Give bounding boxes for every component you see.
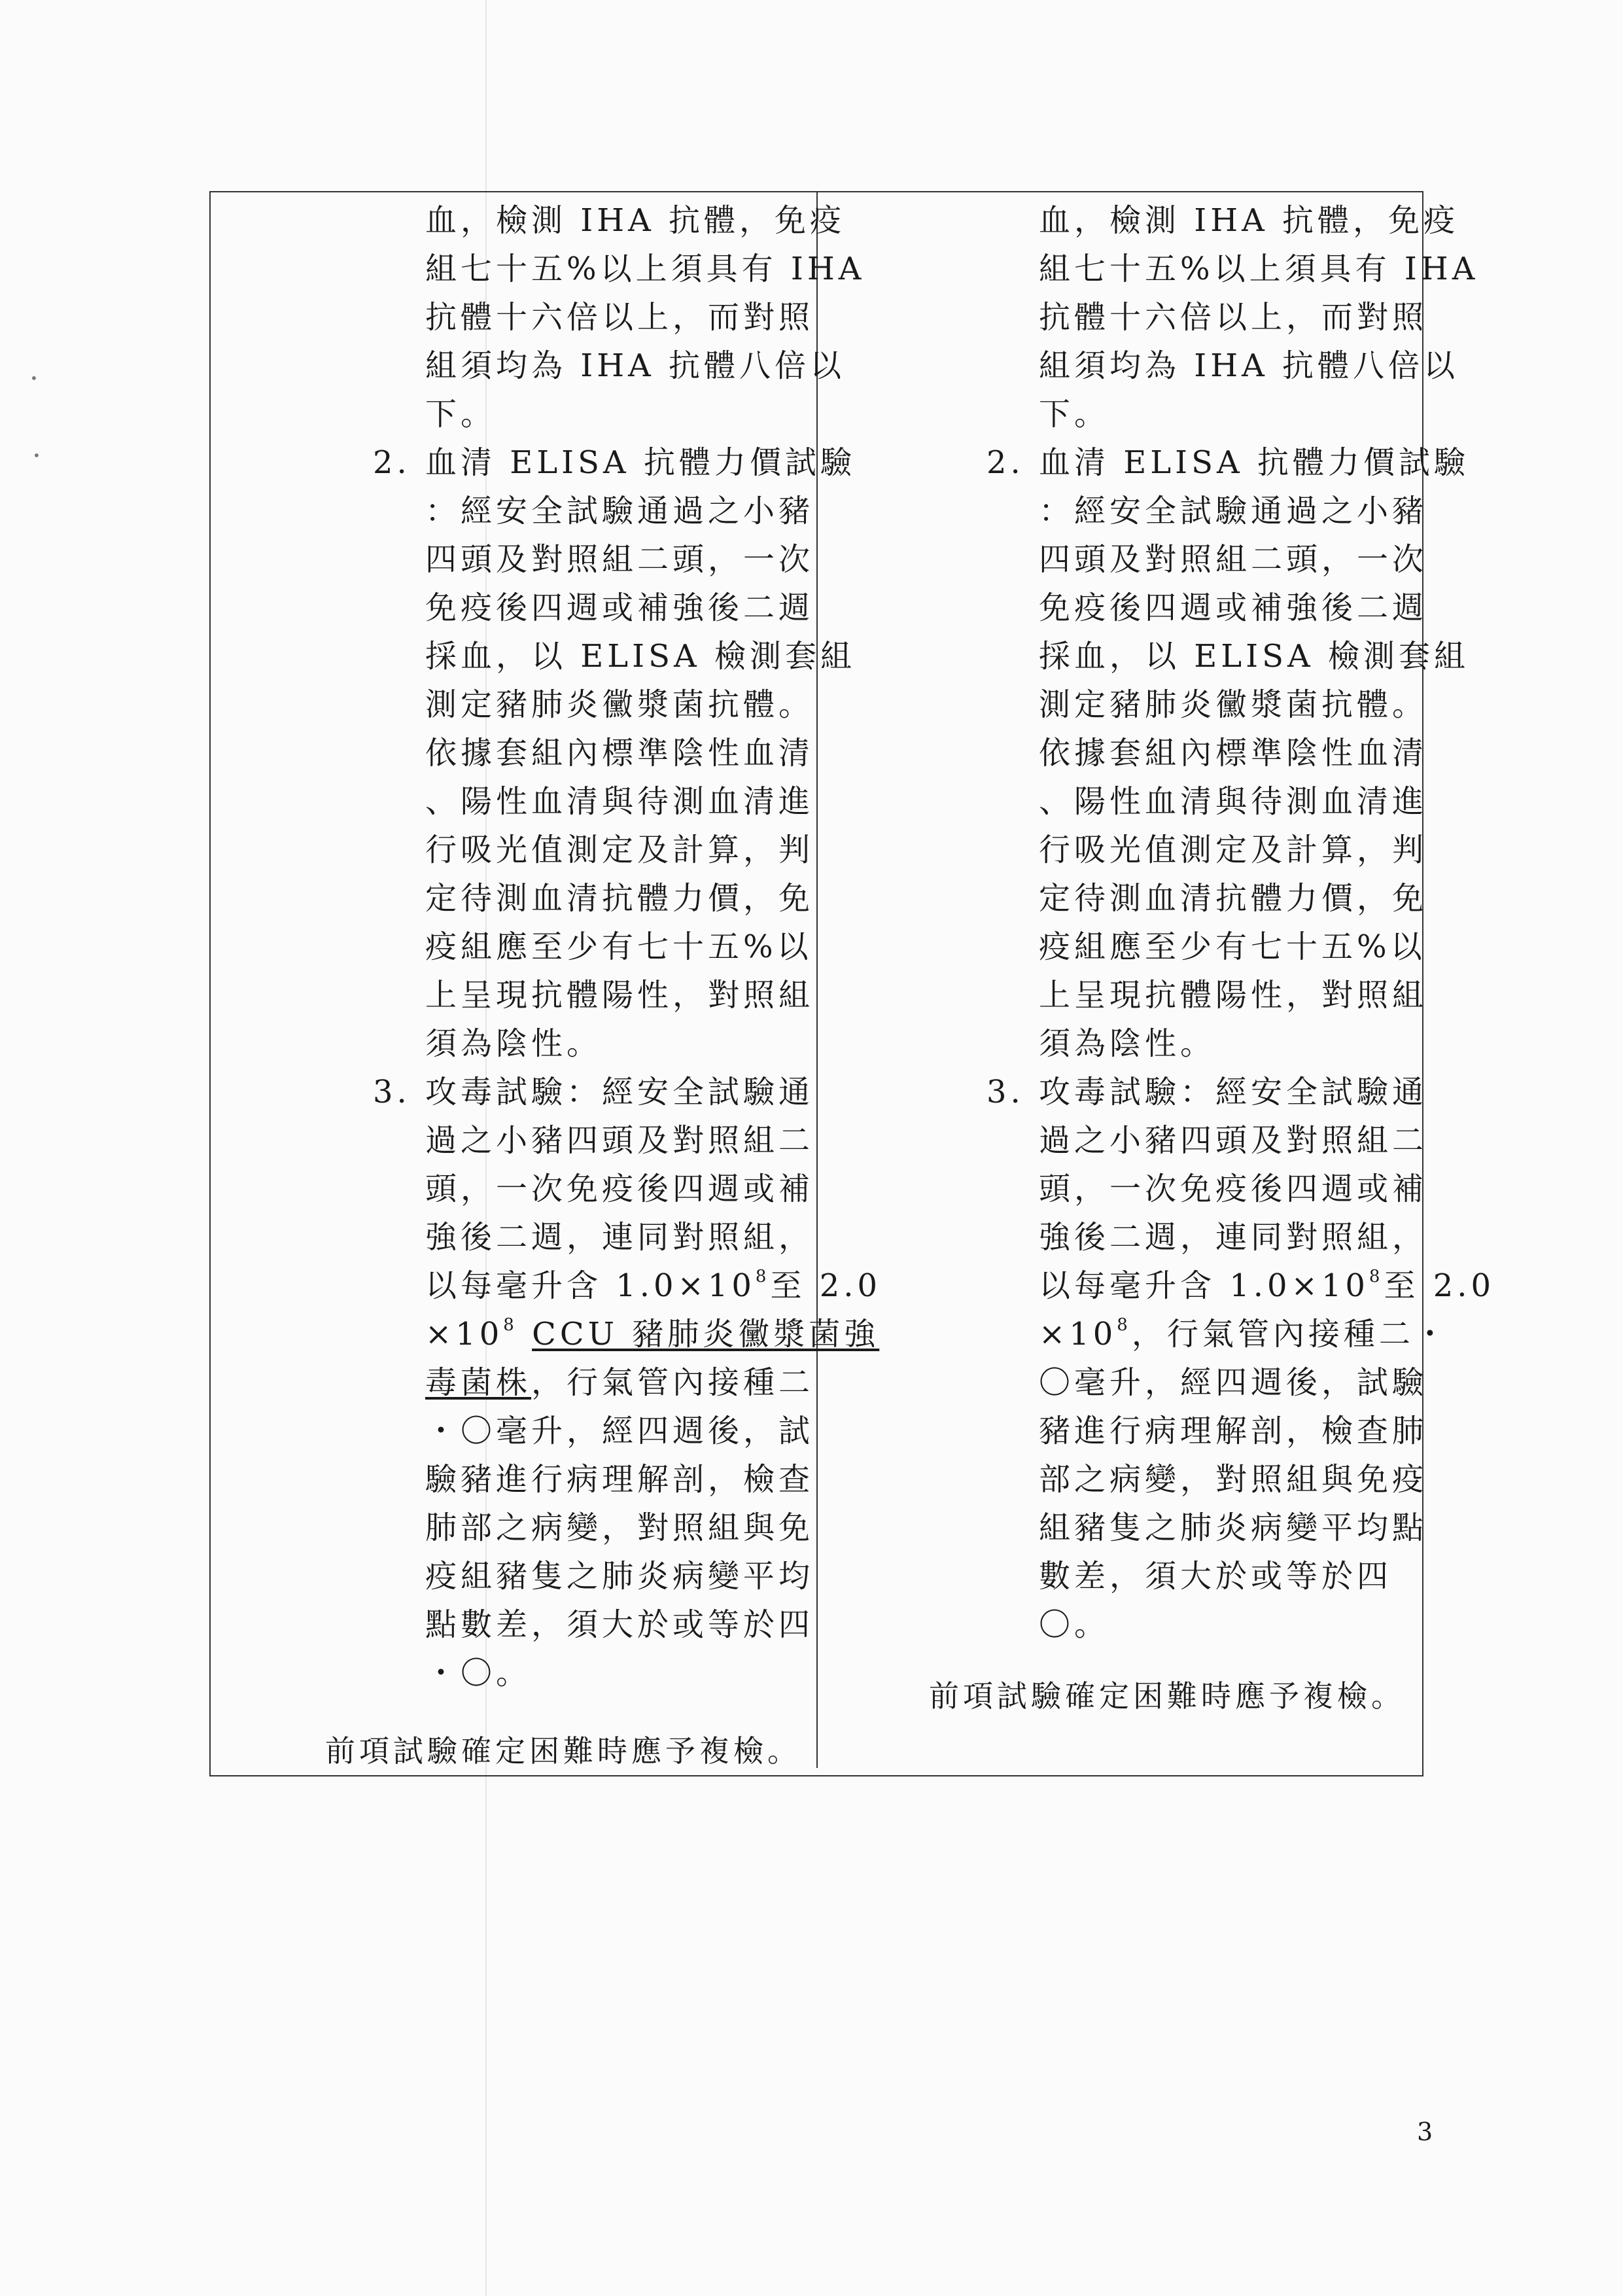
- text-line: 頭，一次免疫後四週或補: [425, 1171, 814, 1207]
- text-line: 定待測血清抗體力價，免: [425, 880, 814, 917]
- text-line: 血，檢測 IHA 抗體，免疫: [425, 202, 846, 239]
- exponent: 8: [1369, 1267, 1384, 1286]
- text-line: 四頭及對照組二頭，一次: [425, 541, 814, 578]
- text-line: ・〇毫升，經四週後，試: [425, 1413, 814, 1449]
- text-line: 血，檢測 IHA 抗體，免疫: [1039, 202, 1459, 239]
- text-fragment: 至 2.0: [770, 1267, 882, 1304]
- item-number: 2.: [373, 444, 411, 481]
- text-fragment: ×10: [1039, 1316, 1117, 1352]
- text-line: 豬進行病理解剖，檢查肺: [1039, 1413, 1428, 1449]
- item-number: 3.: [373, 1074, 411, 1110]
- text-line: 組豬隻之肺炎病變平均點: [1039, 1510, 1428, 1546]
- text-line: 攻毒試驗：經安全試驗通: [425, 1074, 814, 1110]
- text-fragment: 至 2.0: [1384, 1267, 1495, 1304]
- text-line: 過之小豬四頭及對照組二: [1039, 1122, 1428, 1159]
- text-fragment: ，行氣管內接種二・: [1131, 1316, 1450, 1352]
- text-line: 強後二週，連同對照組，: [1039, 1219, 1428, 1256]
- text-line: 頭，一次免疫後四週或補: [1039, 1171, 1428, 1207]
- text-line: ：經安全試驗通過之小豬: [425, 493, 814, 529]
- text-line: [986, 1310, 1450, 1358]
- text-line: 須為陰性。: [425, 1025, 602, 1062]
- exponent: 8: [503, 1315, 518, 1335]
- underlined-text: CCU 豬肺炎黴漿菌強: [532, 1316, 880, 1352]
- item-number: 3.: [986, 1074, 1024, 1110]
- text-line: ・〇。: [425, 1655, 532, 1691]
- list-item-2: [986, 438, 1469, 487]
- list-item-2: [373, 438, 856, 487]
- text-line: 血清 ELISA 抗體力價試驗: [425, 444, 856, 481]
- text-fragment: ×10: [425, 1316, 504, 1352]
- scan-speck: •: [33, 448, 41, 463]
- text-line: 定待測血清抗體力價，免: [1039, 880, 1428, 917]
- right-column: [986, 196, 1495, 1649]
- text-line: 行吸光值測定及計算，判: [1039, 832, 1428, 868]
- text-line: 驗豬進行病理解剖，檢查: [425, 1461, 814, 1498]
- text-line: 採血，以 ELISA 檢測套組: [425, 638, 856, 675]
- underlined-text: 毒菌株: [425, 1364, 532, 1401]
- text-line: 免疫後四週或補強後二週: [425, 590, 814, 626]
- text-line: 部之病變，對照組與免疫: [1039, 1461, 1428, 1498]
- scan-speck: •: [30, 370, 38, 386]
- text-line: 測定豬肺炎黴漿菌抗體。: [425, 686, 814, 723]
- text-line: 組須均為 IHA 抗體八倍以: [425, 347, 846, 384]
- text-line: 須為陰性。: [1039, 1025, 1216, 1062]
- text-line: 依據套組內標準陰性血清: [1039, 735, 1428, 771]
- text-line: 血清 ELISA 抗體力價試驗: [1039, 444, 1469, 481]
- text-fragment: 以每毫升含 1.0×10: [1039, 1267, 1369, 1304]
- text-line: 疫組豬隻之肺炎病變平均: [425, 1558, 814, 1595]
- text-line: 組須均為 IHA 抗體八倍以: [1039, 347, 1459, 384]
- text-line: 疫組應至少有七十五%以: [425, 928, 812, 965]
- text-line: ：經安全試驗通過之小豬: [1039, 493, 1428, 529]
- text-line: 攻毒試驗：經安全試驗通: [1039, 1074, 1428, 1110]
- text-line: 測定豬肺炎黴漿菌抗體。: [1039, 686, 1428, 723]
- text-line: 四頭及對照組二頭，一次: [1039, 541, 1428, 578]
- text-line: 上呈現抗體陽性，對照組: [1039, 977, 1428, 1014]
- text-line: 抗體十六倍以上，而對照: [425, 299, 814, 336]
- text-line: 、陽性血清與待測血清進: [425, 783, 814, 820]
- text-line: 肺部之病變，對照組與免: [425, 1510, 814, 1546]
- text-line: 抗體十六倍以上，而對照: [1039, 299, 1428, 336]
- list-item-3: [986, 1068, 1428, 1116]
- exponent: 8: [755, 1267, 771, 1286]
- text-line: 過之小豬四頭及對照組二: [425, 1122, 814, 1159]
- text-fragment: ，行氣管內接種二: [531, 1364, 814, 1401]
- text-line: [986, 1262, 1495, 1310]
- text-line: [373, 1310, 880, 1358]
- text-line: 免疫後四週或補強後二週: [1039, 590, 1428, 626]
- list-item-3: [373, 1068, 814, 1116]
- exponent: 8: [1117, 1315, 1132, 1335]
- text-line: 依據套組內標準陰性血清: [425, 735, 814, 771]
- text-line: 數差，須大於或等於四: [1039, 1558, 1393, 1595]
- text-fragment: 以每毫升含 1.0×10: [425, 1267, 756, 1304]
- text-line: 〇。: [1039, 1606, 1110, 1643]
- text-line: [373, 1262, 882, 1310]
- text-line: [373, 1358, 814, 1407]
- retest-note-right: 前項試驗確定困難時應予複檢。: [929, 1678, 1405, 1714]
- left-column: [373, 196, 882, 1697]
- page-number: 3: [1417, 2117, 1433, 2146]
- text-line: 疫組應至少有七十五%以: [1039, 928, 1426, 965]
- text-line: 、陽性血清與待測血清進: [1039, 783, 1428, 820]
- text-line: 強後二週，連同對照組，: [425, 1219, 814, 1256]
- text-line: 下。: [1039, 396, 1110, 433]
- retest-note-left: 前項試驗確定困難時應予複檢。: [325, 1733, 801, 1769]
- text-line: 〇毫升，經四週後，試驗: [1039, 1364, 1428, 1401]
- column-divider: [816, 191, 818, 1768]
- item-number: 2.: [986, 444, 1024, 481]
- text-line: 下。: [425, 396, 497, 433]
- text-line: 上呈現抗體陽性，對照組: [425, 977, 814, 1014]
- text-line: 組七十五%以上須具有 IHA: [1039, 251, 1479, 287]
- text-line: 行吸光值測定及計算，判: [425, 832, 814, 868]
- text-line: 組七十五%以上須具有 IHA: [425, 251, 865, 287]
- text-line: 採血，以 ELISA 檢測套組: [1039, 638, 1469, 675]
- text-line: 點數差，須大於或等於四: [425, 1606, 814, 1643]
